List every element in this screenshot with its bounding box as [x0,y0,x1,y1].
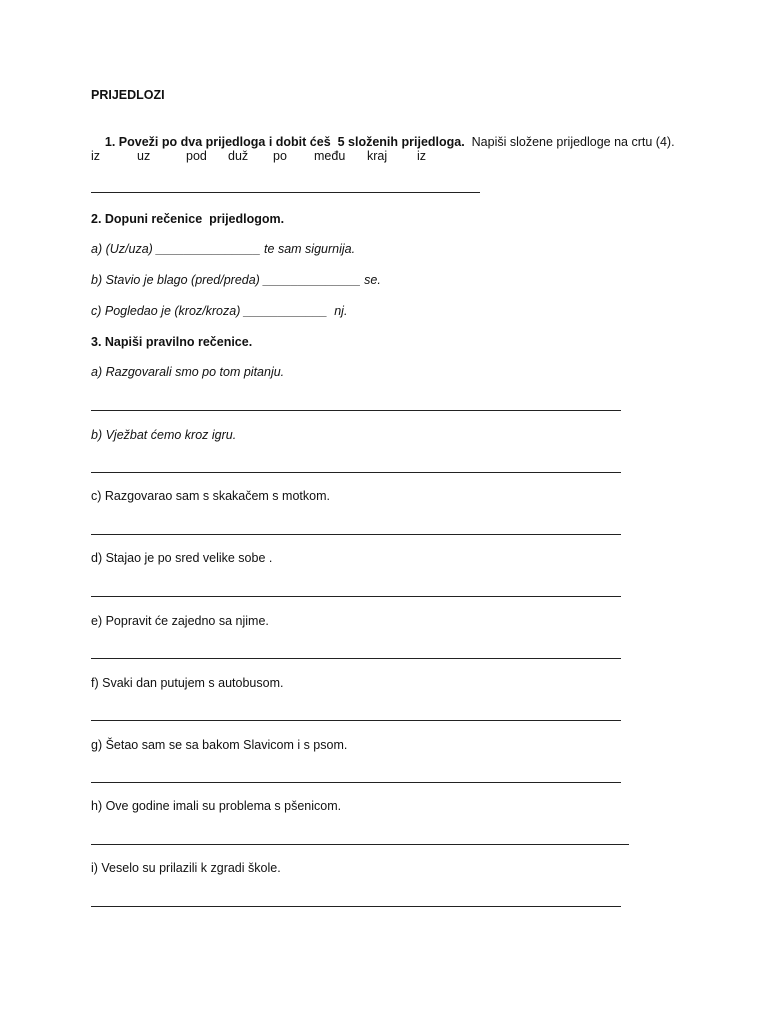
fill-sentence [91,272,381,288]
answer-line[interactable] [91,658,621,659]
sentence-to-correct: h) Ove godine imali su problema s pšenicom. [91,799,342,813]
answer-line[interactable] [91,192,480,193]
answer-line[interactable] [91,906,621,907]
preposition-word: uz [137,149,151,163]
sentence-to-correct: e) Popravit će zajedno sa njime. [91,614,269,628]
sentence-to-correct: i) Veselo su prilazili k zgradi škole. [91,861,281,875]
sentence-start: b) Stavio je blago (pred/preda) [91,273,264,287]
answer-line[interactable] [91,782,621,783]
answer-line[interactable] [91,720,621,721]
sentence-to-correct: b) Vježbat ćemo kroz igru. [91,428,237,442]
sentence-end: nj. [327,304,348,318]
sentence-end: te sam sigurnija. [260,242,356,256]
sentence-start: c) Pogledao je (kroz/kroza) [91,304,244,318]
preposition-word: pod [186,149,207,163]
preposition-word: kraj [367,149,388,163]
fill-sentence [91,241,355,257]
answer-line[interactable] [91,410,621,411]
sentence-start: a) (Uz/uza) [91,242,157,256]
sentence-to-correct: a) Razgovarali smo po tom pitanju. [91,365,285,379]
answer-line[interactable] [91,844,629,845]
answer-line[interactable] [91,534,621,535]
preposition-word: iz [91,149,101,163]
sentence-to-correct: g) Šetao sam se sa bakom Slavicom i s psom. [91,738,348,752]
sentence-to-correct: d) Stajao je po sred velike sobe . [91,551,273,565]
fill-blank[interactable]: ______________ [263,273,361,287]
worksheet-title: PRIJEDLOZI [91,88,165,102]
preposition-word: iz [417,149,427,163]
task2-heading: 2. Dopuni rečenice prijedlogom. [91,212,285,226]
preposition-list [91,149,451,165]
task1-heading: 1. Poveži po dva prijedloga i dobit ćeš 5 složenih prijedloga. [104,135,465,149]
preposition-word: po [273,149,287,163]
task1-instruction: Napiši složene prijedloge na crtu (4). [471,135,675,149]
sentence-to-correct: f) Svaki dan putujem s autobusom. [91,676,284,690]
preposition-word: među [314,149,346,163]
preposition-word: duž [228,149,249,163]
answer-line[interactable] [91,596,621,597]
fill-blank[interactable]: ____________ [243,304,328,318]
task3-heading: 3. Napiši pravilno rečenice. [91,335,253,349]
sentence-to-correct: c) Razgovarao sam s skakačem s motkom. [91,489,330,503]
fill-sentence [91,303,347,319]
fill-blank[interactable]: _______________ [156,242,261,256]
answer-line[interactable] [91,472,621,473]
sentence-end: se. [360,273,381,287]
